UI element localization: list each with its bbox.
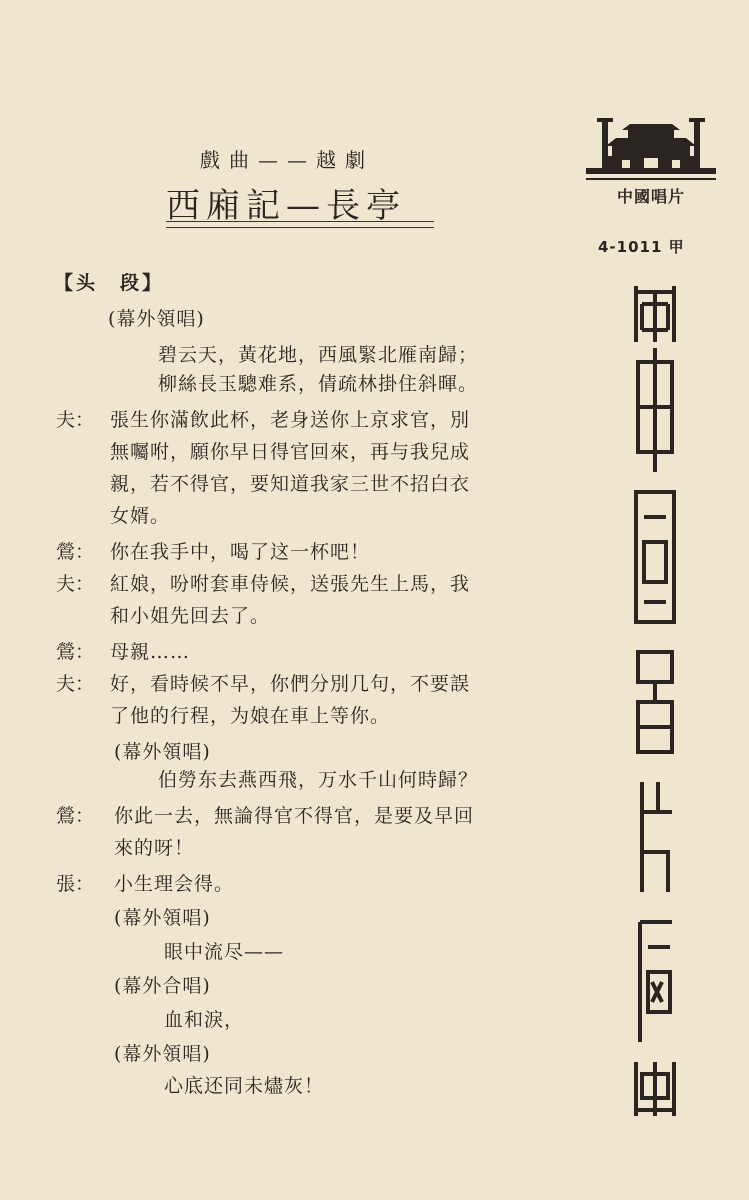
title-double-rule	[166, 221, 434, 228]
script-line: (幕外領唱)	[114, 907, 211, 929]
script-line: 心底还同未燼灰！	[164, 1075, 325, 1097]
script-line: 血和淚，	[164, 1009, 245, 1031]
catalog-number: 4-1011 甲	[598, 238, 685, 256]
script-line: (幕外領唱)	[108, 308, 205, 330]
script-line: 女婿。	[110, 505, 171, 527]
script-line: 碧云天，黃花地，西風緊北雁南歸；	[158, 344, 479, 366]
script-line: 小生理会得。	[114, 873, 235, 895]
script-line: 眼中流尽——	[164, 941, 285, 963]
logo-text: 中國唱片	[616, 187, 685, 206]
speaker-label: 鶯：	[56, 641, 95, 663]
script-line: 了他的行程，为娘在車上等你。	[110, 705, 391, 727]
play-subtitle: 戲曲——越劇	[200, 148, 374, 172]
speaker-label: 夫：	[56, 409, 95, 431]
script-line: 柳絲長玉驄难系，倩疏林掛住斜暉。	[158, 373, 479, 395]
script-line: 你此一去，無論得官不得官，是要及早回	[114, 805, 475, 827]
script-line: (幕外領唱)	[114, 1043, 211, 1065]
speaker-label: 鶯：	[56, 805, 95, 827]
script-line: 親，若不得官，要知道我家三世不招白衣	[110, 473, 471, 495]
script-line: 無囑咐，願你早日得官回來，再与我兒成	[110, 441, 471, 463]
script-line: 母親……	[110, 641, 191, 663]
speaker-label: 夫：	[56, 673, 95, 695]
section-heading: 【头 段】	[54, 272, 165, 294]
script-line: (幕外合唱)	[114, 975, 211, 997]
script-line: 好，看時候不早，你們分別几句，不要誤	[110, 673, 471, 695]
speaker-label: 夫：	[56, 573, 95, 595]
script-line: 來的呀！	[114, 837, 195, 859]
seal-banner	[632, 282, 678, 1120]
tiananmen-gate-icon	[582, 116, 720, 186]
record-label-logo	[582, 116, 720, 214]
script-line: 伯勞东去燕西飛，万水千山何時歸？	[158, 769, 479, 791]
script-line: (幕外領唱)	[114, 741, 211, 763]
seal-script-vertical-icon	[632, 282, 678, 1120]
script-line: 紅娘，吩咐套車侍候，送張先生上馬，我	[110, 573, 471, 595]
script-line: 你在我手中，喝了这一杯吧！	[110, 541, 371, 563]
script-line: 張生你滿飲此杯，老身送你上京求官，別	[110, 409, 471, 431]
speaker-label: 鶯：	[56, 541, 95, 563]
speaker-label: 張：	[56, 873, 95, 895]
play-title: 西廂記—長亭	[166, 186, 406, 226]
script-line: 和小姐先回去了。	[110, 605, 271, 627]
